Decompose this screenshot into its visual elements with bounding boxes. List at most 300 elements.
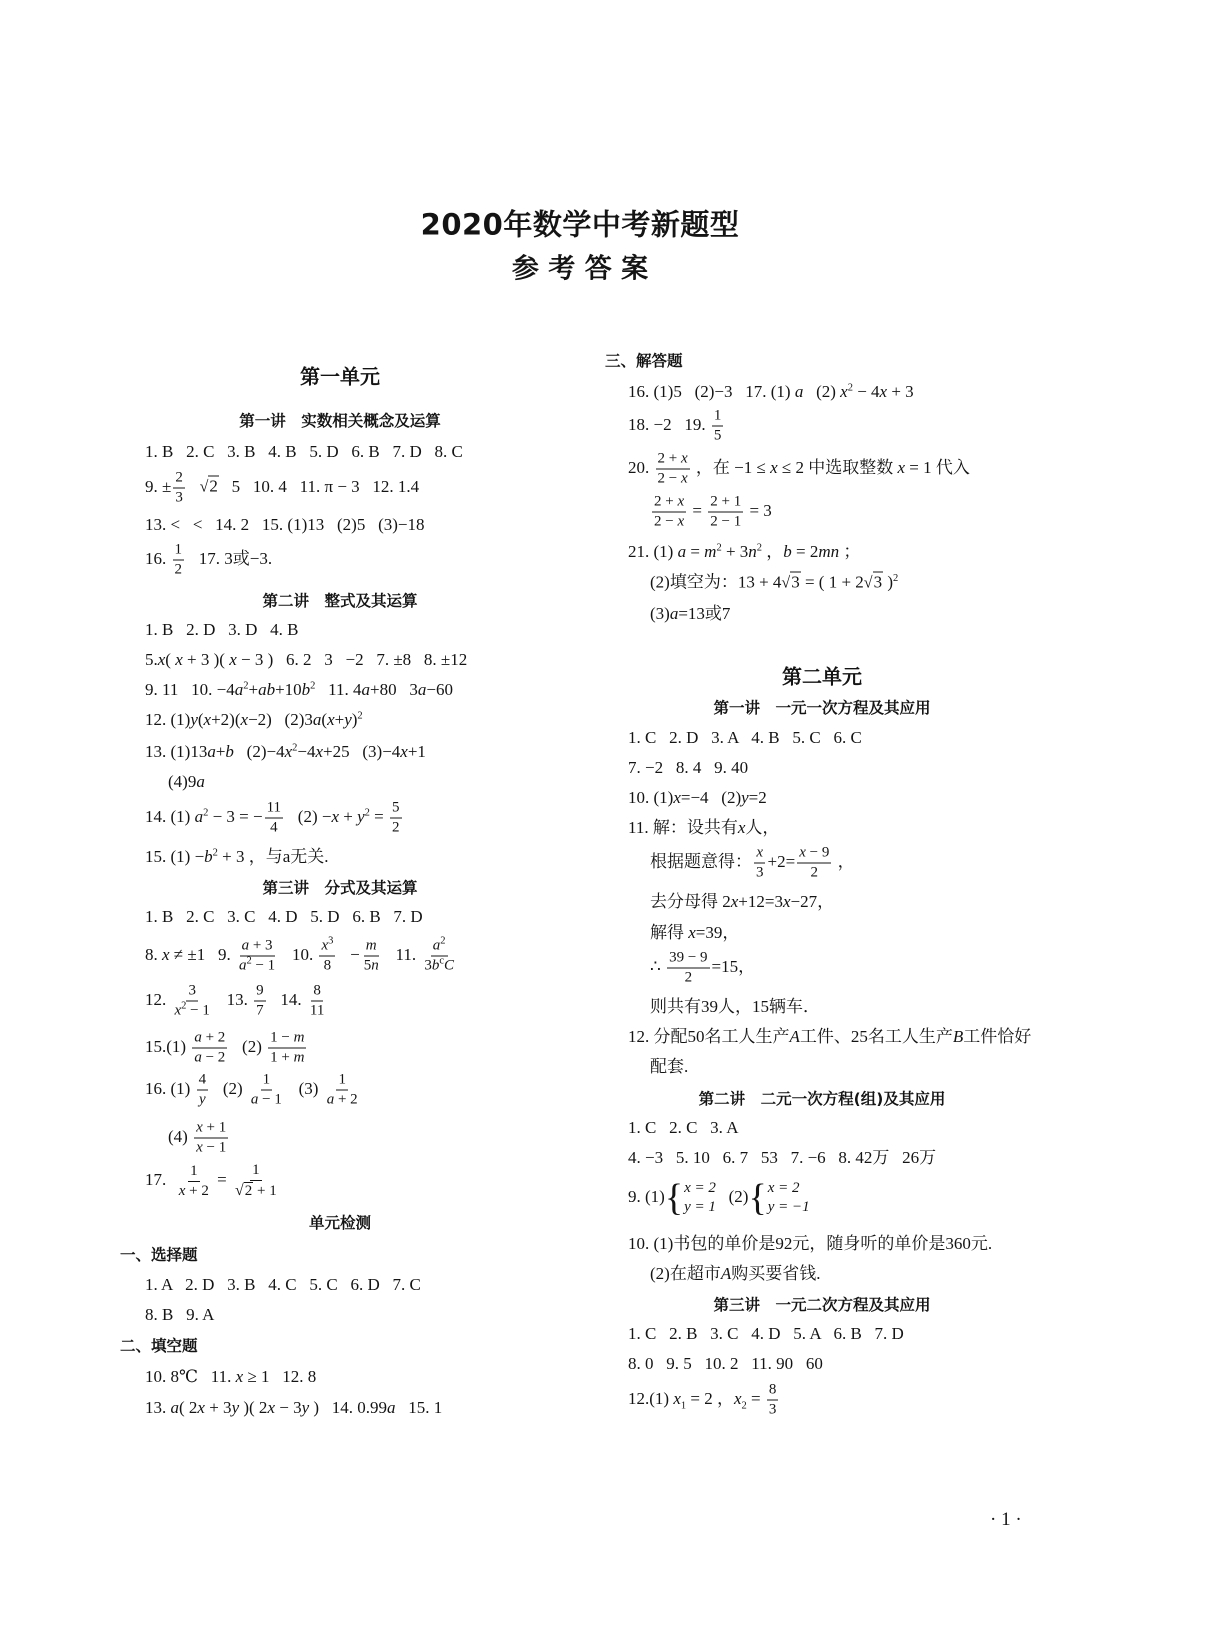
text-run: 9. (1)	[628, 1186, 665, 1206]
text-run: )	[351, 710, 358, 729]
text-run: − 3 = −	[208, 806, 263, 826]
fraction-numerator	[767, 1382, 779, 1401]
text-run: 39 − 9	[669, 949, 708, 966]
text-run: =39，	[695, 923, 740, 942]
text-run: ) 14. 0.99	[309, 1398, 388, 1417]
radical-sign-icon: √	[863, 574, 873, 592]
math-variable: x	[677, 493, 685, 510]
text-run: +	[334, 710, 345, 729]
text-run: (2)在超市	[650, 1264, 721, 1283]
math-variable: y	[198, 1091, 206, 1108]
answer-line	[145, 846, 329, 868]
math-variable: x	[688, 923, 696, 942]
text-run: 1. A 2. D 3. B 4. C 5. C 6. D 7. C	[145, 1275, 421, 1294]
text-run: 8.	[145, 944, 162, 964]
text-run: 15.(1)	[145, 1036, 191, 1056]
answer-line	[628, 1117, 739, 1139]
text-run: 购买要省钱.	[731, 1264, 821, 1283]
text-run: 16. (1)	[145, 1078, 195, 1098]
fraction	[319, 935, 335, 975]
fraction-numerator	[319, 935, 335, 957]
math-variable: x	[174, 1002, 182, 1019]
math-variable: x	[196, 1139, 203, 1156]
text-run: (4)9	[168, 772, 197, 791]
math-variable: m	[293, 1029, 305, 1046]
text-run: 8. 0 9. 5 10. 2 11. 90 60	[628, 1354, 823, 1373]
text-run: (3)	[285, 1078, 323, 1098]
math-variable: x	[673, 788, 681, 807]
text-run: (	[321, 710, 328, 729]
text-run: (2)	[803, 382, 841, 401]
math-variable: x	[730, 892, 739, 911]
text-run: 15. (1) −	[145, 847, 205, 866]
text-run: =	[686, 542, 705, 561]
superscript: 2	[364, 807, 370, 819]
text-run: +12=3	[738, 892, 783, 911]
text-run: 11.	[382, 944, 421, 964]
answer-line	[628, 408, 725, 445]
fraction-denominator	[268, 819, 280, 837]
text-run: 8	[768, 1381, 777, 1398]
text-run: 5 10. 4 11. π − 3 12. 1.4	[218, 476, 420, 496]
answer-line	[628, 381, 914, 403]
answer-line	[145, 709, 363, 731]
fraction	[652, 494, 686, 531]
section-heading: 一、选择题	[120, 1246, 198, 1264]
fraction	[422, 935, 456, 975]
fraction-numerator	[240, 938, 275, 957]
text-run: 2 +	[654, 493, 678, 510]
fraction-numerator	[656, 451, 690, 470]
math-variable: mn	[818, 542, 840, 561]
math-variable: b	[204, 847, 213, 866]
fraction	[797, 845, 831, 882]
answer-line	[145, 800, 404, 837]
fraction-denominator	[362, 957, 381, 975]
fraction	[192, 1030, 227, 1067]
fraction	[177, 1163, 211, 1200]
text-run: 2	[684, 969, 693, 986]
math-variable: x	[235, 1367, 244, 1386]
text-run: 1	[252, 1162, 260, 1178]
math-variable: a	[250, 1091, 259, 1108]
fraction-denominator	[754, 864, 766, 882]
text-run: +80 3	[370, 680, 418, 699]
text-run: 则共有39人，15辆车．	[650, 997, 820, 1016]
text-run: 16.	[145, 548, 171, 568]
math-variable: a	[194, 1029, 202, 1046]
text-run: 3	[756, 864, 764, 881]
superscript: 2	[357, 710, 363, 722]
math-variable: b	[431, 957, 440, 974]
text-run: + 3 ，与a无关.	[217, 847, 329, 866]
text-run: + 3	[887, 382, 914, 401]
answer-line	[628, 787, 767, 809]
math-variable: x	[770, 457, 778, 477]
answer-line	[628, 1323, 904, 1345]
text-run: − 1	[202, 1139, 227, 1156]
superscript: 2	[310, 680, 316, 692]
math-variable: x	[673, 1388, 681, 1408]
fraction-denominator	[308, 1002, 326, 1020]
text-run: 13. (1)13	[145, 742, 208, 761]
answer-line	[145, 649, 467, 671]
text-run: 12.(1)	[628, 1388, 674, 1408]
fraction	[656, 451, 690, 488]
answer-line	[628, 1353, 823, 1375]
math-variable: x	[178, 1182, 186, 1199]
fraction	[308, 983, 326, 1020]
answer-line	[650, 1263, 820, 1285]
answer-line	[628, 1233, 992, 1255]
answer-line	[168, 1120, 230, 1157]
fraction	[708, 494, 743, 531]
fraction-numerator	[250, 1162, 262, 1181]
text-run: = 2	[791, 542, 819, 561]
system-row: y = 1	[684, 1199, 716, 1215]
math-variable: A	[789, 1027, 800, 1046]
math-variable: y	[190, 710, 198, 729]
text-run: 解得	[650, 923, 689, 942]
text-run: 12. (1)	[145, 710, 191, 729]
text-run: − 2	[201, 1049, 226, 1066]
text-run: 1	[174, 541, 182, 558]
text-run: −27，	[790, 892, 835, 911]
fraction-denominator	[173, 561, 185, 579]
math-variable: x	[240, 710, 249, 729]
text-run: 7. −2 8. 4 9. 40	[628, 758, 749, 777]
text-run: 17. 3或−3.	[186, 548, 273, 568]
fraction	[754, 845, 766, 882]
square-root	[864, 572, 883, 595]
text-run: 14. (1)	[145, 806, 195, 826]
fraction-denominator	[194, 1139, 228, 1157]
math-variable: ab	[258, 680, 276, 699]
fraction	[173, 470, 185, 507]
text-run: 配套.	[650, 1057, 689, 1076]
text-run: 10. 8℃ 11.	[145, 1367, 236, 1386]
math-variable: x	[677, 513, 685, 530]
math-variable: a	[238, 957, 247, 974]
text-run: − 9	[805, 844, 830, 861]
fraction	[712, 408, 724, 445]
superscript: c	[439, 955, 444, 967]
text-run: 8	[313, 982, 321, 999]
math-variable: y	[741, 788, 749, 807]
math-variable: a	[794, 382, 804, 401]
math-variable: a	[326, 1091, 335, 1108]
text-run: − 4	[852, 382, 880, 401]
radical-sign-icon: √	[781, 574, 791, 592]
text-run: )	[883, 572, 893, 592]
text-run: 12. 分配50名工人生产	[628, 1027, 790, 1046]
text-run: −	[337, 944, 360, 964]
text-run: 17.	[145, 1169, 175, 1189]
fraction-denominator	[322, 957, 334, 975]
math-variable: y	[231, 1398, 240, 1417]
text-run: =13或7	[678, 604, 731, 623]
text-run: + 2	[334, 1091, 358, 1108]
text-run: ∴	[650, 956, 666, 976]
fraction-denominator	[173, 1002, 212, 1020]
text-run: 18. −2 19.	[628, 414, 710, 434]
answer-line	[650, 603, 730, 625]
fraction	[254, 983, 266, 1020]
system-rows	[768, 1179, 810, 1217]
fraction-numerator	[173, 470, 185, 489]
answer-line	[145, 1366, 316, 1388]
answer-line	[145, 619, 298, 641]
fraction-denominator	[652, 513, 686, 531]
math-variable: x	[203, 710, 212, 729]
text-run: 2 +	[657, 450, 681, 467]
text-run: 12.	[145, 989, 171, 1009]
math-variable: x	[267, 1398, 275, 1417]
superscript: 2	[212, 847, 218, 859]
section-heading: 三、解答题	[605, 352, 683, 370]
left-brace-icon: {	[664, 1177, 684, 1219]
text-run: = 3	[745, 500, 772, 520]
text-run: ；	[839, 542, 861, 561]
lecture-heading: 第一讲 实数相关概念及运算	[239, 412, 441, 430]
text-run: 2 −	[654, 513, 678, 530]
left-brace-icon: {	[748, 1177, 767, 1219]
superscript: 2	[203, 807, 209, 819]
answer-line	[628, 1178, 810, 1218]
superscript: 2	[246, 955, 252, 967]
math-variable: a	[669, 604, 679, 623]
radical-sign-icon: √	[199, 478, 209, 496]
text-run: 2	[392, 819, 400, 836]
text-run: (2)填空为：13 + 4	[650, 572, 782, 592]
text-run: (2)−4	[233, 742, 285, 761]
text-run: 4	[270, 819, 278, 836]
math-variable: b	[301, 680, 311, 699]
text-run: 9. ±	[145, 476, 172, 496]
superscript: 2	[716, 542, 722, 554]
answer-line	[628, 1382, 780, 1419]
fraction	[767, 1382, 779, 1419]
answer-line	[650, 494, 772, 531]
answer-line	[145, 1304, 214, 1326]
answer-line	[650, 1056, 688, 1078]
fraction-numerator	[431, 935, 448, 957]
text-run: +25 (3)−4	[323, 742, 401, 761]
square-root	[781, 572, 800, 595]
answer-line	[145, 1162, 281, 1200]
lecture-heading: 第二讲 二元一次方程(组)及其应用	[698, 1090, 946, 1108]
text-run: 3	[175, 489, 183, 506]
text-run: +2)(	[211, 710, 241, 729]
fraction-numerator	[364, 938, 379, 957]
text-run: 5.	[145, 650, 158, 669]
fraction-denominator	[197, 1091, 208, 1109]
answer-line	[145, 514, 424, 536]
text-run: + 3	[721, 542, 749, 561]
math-variable: b	[225, 742, 234, 761]
text-run: +1	[407, 742, 426, 761]
text-run: − 3	[274, 1398, 302, 1417]
math-variable: m	[293, 1049, 305, 1066]
answer-line	[650, 996, 820, 1018]
text-run: 13.	[145, 1398, 171, 1417]
fraction-numerator	[268, 1030, 306, 1049]
answer-line	[145, 679, 453, 701]
lecture-heading: 单元检测	[308, 1214, 371, 1232]
text-run: +	[248, 680, 259, 699]
text-run: 人，	[745, 818, 780, 837]
text-run: 11. 解：设共有	[628, 818, 738, 837]
page-title: 2020年数学中考新题型	[420, 207, 740, 242]
fraction	[667, 950, 709, 987]
text-run: = 2 ，	[686, 1388, 734, 1408]
text-run: (3)	[650, 604, 670, 623]
math-variable: x	[680, 470, 688, 487]
math-variable: a	[170, 1398, 179, 1417]
system-row: y = −1	[767, 1199, 810, 1215]
text-run: −60	[426, 680, 453, 699]
text-run: = ( 1 + 2	[800, 572, 864, 592]
text-run: (4)	[168, 1126, 193, 1146]
fraction	[173, 983, 212, 1020]
text-run: 16. (1)5 (2)−3 17. (1)	[628, 382, 795, 401]
text-run: =2	[748, 788, 767, 807]
text-run: 1. C 2. C 3. A	[628, 1118, 739, 1137]
fraction-denominator	[249, 1091, 284, 1109]
fraction	[173, 542, 185, 579]
text-run: ( 2	[179, 1398, 198, 1417]
math-variable: x	[157, 650, 166, 669]
fraction-denominator	[390, 819, 402, 837]
fraction-numerator	[173, 542, 185, 561]
math-variable: a	[194, 1049, 202, 1066]
math-variable: a	[207, 742, 216, 761]
math-variable: x	[229, 650, 237, 669]
math-variable: b	[783, 542, 792, 561]
math-variable: a	[234, 680, 244, 699]
text-run: 1. B 2. C 3. C 4. D 5. D 6. B 7. D	[145, 907, 423, 926]
math-variable: a	[241, 937, 250, 954]
fraction-denominator	[767, 1401, 779, 1419]
text-run: 工件恰好	[963, 1027, 1032, 1046]
text-run: 1. C 2. B 3. C 4. D 5. A 6. B 7. D	[628, 1324, 904, 1343]
fraction	[237, 938, 277, 975]
answer-line	[145, 441, 463, 463]
fraction-denominator	[683, 969, 695, 987]
text-run: 2	[810, 864, 818, 881]
math-variable: a	[361, 680, 371, 699]
fraction-denominator	[233, 1181, 279, 1200]
square-root	[200, 476, 219, 499]
math-variable: B	[952, 1027, 964, 1046]
fraction-numerator	[311, 983, 323, 1002]
text-run: ，	[833, 851, 855, 871]
text-run: 2 + 1	[710, 493, 742, 510]
text-run: = 1 代入	[905, 457, 970, 477]
math-variable: x	[733, 1388, 742, 1408]
text-run: − 1	[186, 1002, 210, 1019]
math-variable: x	[840, 382, 848, 401]
text-run: − 1	[258, 1091, 282, 1108]
answer-line	[145, 1072, 362, 1109]
answer-line	[628, 727, 862, 749]
math-variable: x	[400, 742, 408, 761]
text-run: ≥ 1 12. 8	[243, 1367, 317, 1386]
fraction-denominator	[325, 1091, 360, 1109]
text-run: =−4 (2)	[680, 788, 742, 807]
page-subtitle: 参 考 答 案	[511, 253, 649, 285]
fraction-denominator	[708, 513, 743, 531]
text-run: 1 +	[270, 1049, 294, 1066]
superscript: 2	[756, 542, 763, 554]
superscript: 2	[243, 680, 249, 692]
text-run: + 1	[202, 1119, 227, 1136]
system-rows	[684, 1179, 716, 1217]
text-run: − 3 ) 6. 2 3 −2 7. ±8 8. ±12	[236, 650, 468, 669]
superscript: 2	[181, 1000, 187, 1012]
text-run: =	[369, 806, 388, 826]
text-run: 9. 11 10. −4	[145, 680, 235, 699]
math-variable: a	[417, 680, 427, 699]
math-variable: x	[327, 710, 335, 729]
answer-line	[650, 845, 855, 882]
math-variable: a	[387, 1398, 396, 1417]
text-run: 13. < < 14. 2 15. (1)13 (2)5 (3)−18	[145, 515, 425, 534]
math-variable: y	[301, 1398, 310, 1417]
math-variable: a	[677, 542, 687, 561]
text-run: +	[339, 806, 358, 826]
text-run: 11. 4	[315, 680, 362, 699]
answer-line	[145, 1030, 308, 1067]
math-variable: x	[799, 844, 806, 861]
text-run: 2 − 1	[710, 513, 742, 530]
fraction-denominator	[254, 1002, 266, 1020]
superscript: 2	[440, 935, 446, 947]
text-run: )( 2	[239, 1398, 268, 1417]
math-variable: x	[321, 937, 329, 954]
fraction-denominator	[173, 489, 185, 507]
math-variable: y	[357, 806, 365, 826]
text-run: ，在 −1 ≤	[691, 457, 771, 477]
text-run: (2) −	[285, 806, 332, 826]
math-variable: x	[680, 450, 688, 467]
text-run: + 3 )(	[182, 650, 230, 669]
text-run: (	[165, 650, 176, 669]
text-run: 4	[198, 1071, 207, 1088]
text-run: =15，	[711, 956, 756, 976]
math-variable: n	[371, 957, 379, 974]
superscript: 2	[893, 572, 899, 584]
text-run: 2	[174, 561, 182, 578]
answer-line	[145, 470, 419, 507]
math-variable: x	[197, 1398, 205, 1417]
answer-line	[145, 906, 423, 928]
text-run: 7	[256, 1002, 264, 1019]
section-heading: 二、填空题	[120, 1337, 198, 1355]
unit-heading: 第一单元	[300, 364, 380, 389]
text-run: =	[746, 1388, 765, 1408]
text-run: 15. 1	[395, 1398, 443, 1417]
fraction	[390, 800, 402, 837]
fraction-numerator	[254, 983, 266, 1002]
fraction-denominator	[712, 427, 724, 445]
text-run: ≠ ±1 9.	[169, 944, 235, 964]
fraction-numerator	[186, 983, 198, 1002]
answer-line	[650, 572, 898, 595]
text-run: 3	[188, 982, 196, 999]
text-run: 9	[256, 982, 264, 999]
math-variable: x	[315, 742, 324, 761]
